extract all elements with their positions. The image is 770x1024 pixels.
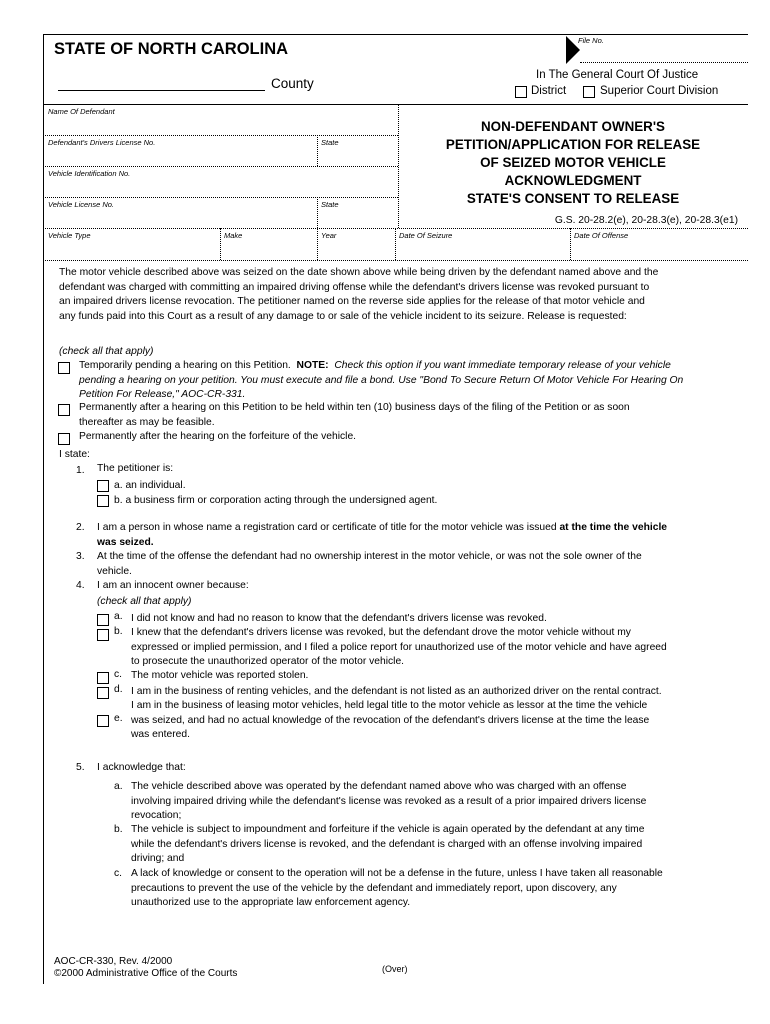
ack-b-text-2: while the defendant's drivers license is revoked, and the defendant is charged with an offense involving impaired xyxy=(131,838,643,850)
ack-a-label: a. xyxy=(114,781,123,792)
file-no-field[interactable] xyxy=(580,62,748,63)
temporary-release-text: Temporarily pending a hearing on this Petition. xyxy=(79,360,291,371)
innocent-a-checkbox[interactable] xyxy=(97,614,109,626)
court-label: In The General Court Of Justice xyxy=(536,69,699,81)
item-3-text xyxy=(97,550,642,579)
ack-b-text xyxy=(131,823,644,867)
dl-state-label: State xyxy=(321,138,339,147)
date-of-seizure-label: Date Of Seizure xyxy=(399,231,453,240)
title-line-1: NON-DEFENDANT OWNER'S xyxy=(481,119,665,134)
form-title xyxy=(398,118,748,208)
date-of-offense-label: Date Of Offense xyxy=(574,231,629,240)
year-label: Year xyxy=(321,231,337,240)
make-divider xyxy=(220,228,221,260)
statutes: G.S. 20-28.2(e), 20-28.3(e), 20-28.3(e1) xyxy=(554,215,738,226)
ack-c-text xyxy=(131,867,663,911)
offense-divider xyxy=(570,228,571,260)
district-label: District xyxy=(531,85,567,97)
business-option: b. a business firm or corporation acting through the undersigned agent. xyxy=(114,495,438,506)
innocent-c-text: The motor vehicle was reported stolen. xyxy=(131,670,309,681)
innocent-e-text-2: was seized, and had no actual knowledge of the revocation of the defendant's drivers license at the time the lease xyxy=(131,714,650,726)
note-text-2: pending a hearing on your petition. You must execute and file a bond. Use "Bond To Secure Return Of Motor Vehicle For Hearing On xyxy=(79,374,684,386)
title-line-5: STATE'S CONSENT TO RELEASE xyxy=(466,191,680,206)
note-text-3: Petition For Release," AOC-CR-331. xyxy=(79,389,246,401)
permanent-hearing-text-1: Permanently after a hearing on this Petition to be held within ten (10) business days of the filing of the Petition or as soon xyxy=(79,402,630,413)
superior-label: Superior Court Division xyxy=(600,85,719,97)
ack-a-text-2: involving impaired driving while the defendant's license was revoked as a result of a prior impaired drivers license xyxy=(131,795,647,807)
item-2-bold-2: was seized. xyxy=(97,536,154,548)
vehicle-license-label: Vehicle License No. xyxy=(48,200,115,209)
innocent-b-text xyxy=(131,626,667,670)
innocent-a-label: a. xyxy=(114,611,123,622)
item-1-number: 1. xyxy=(76,465,85,476)
individual-checkbox[interactable] xyxy=(97,480,109,492)
innocent-d-label: d. xyxy=(114,684,123,695)
header-bottom-rule xyxy=(43,104,748,105)
release-check-all: (check all that apply) xyxy=(59,346,154,357)
innocent-e-text-3: was entered. xyxy=(131,729,190,741)
innocent-b-text-1: I knew that the defendant's drivers license was revoked, but the defendant drove the motor vehicle without my xyxy=(131,627,631,638)
title-line-2: PETITION/APPLICATION FOR RELEASE xyxy=(445,137,701,152)
innocent-b-text-2: expressed or implied permission, and I filed a police report for unauthorized use of the motor vehicle and have agreed xyxy=(131,641,667,653)
petitioner-label: The petitioner is: xyxy=(97,463,174,474)
business-checkbox[interactable] xyxy=(97,495,109,507)
innocent-b-text-3: to prosecute the unauthorized operator of the motor vehicle. xyxy=(131,656,405,668)
state-title: STATE OF NORTH CAROLINA xyxy=(54,40,289,58)
i-state-label: I state: xyxy=(59,449,90,460)
year-divider xyxy=(317,228,318,260)
over-label: (Over) xyxy=(382,964,408,974)
innocent-e-text-1: I am in the business of leasing motor vehicles, held legal title to the motor vehicle as lessor at the time the vehicle xyxy=(131,700,648,711)
innocent-b-label: b. xyxy=(114,626,123,637)
county-label: County xyxy=(271,76,314,91)
file-no-label: File No. xyxy=(578,36,604,45)
ack-b-text-3: driving; and xyxy=(131,853,185,865)
note-text-1: Check this option if you want immediate temporary release of your vehicle xyxy=(334,360,671,371)
innocent-d-text: I am in the business of renting vehicles, and the defendant is not listed as an authorized driver on the rental contract. xyxy=(131,686,662,697)
permanent-hearing-checkbox[interactable] xyxy=(58,404,70,416)
vl-state-divider xyxy=(317,197,318,228)
item-5-number: 5. xyxy=(76,762,85,773)
innocent-b-checkbox[interactable] xyxy=(97,629,109,641)
permanent-hearing-text-2: thereafter as may be feasible. xyxy=(79,416,215,428)
item-3-text-1: At the time of the offense the defendant had no ownership interest in the motor vehicle, or was not the sole owner of the xyxy=(97,551,642,562)
intro-line-2: defendant was charged with committing an impaired driving offense while the defendant's drivers license was revoked pursuant to xyxy=(59,281,650,293)
drivers-license-label: Defendant's Drivers License No. xyxy=(48,138,156,147)
temporary-release-checkbox[interactable] xyxy=(58,362,70,374)
drivers-license-field[interactable] xyxy=(43,166,398,167)
form-number: AOC-CR-330, Rev. 4/2000 xyxy=(54,956,173,967)
intro-line-4: any funds paid into this Court as a result of any damage to or sale of the vehicle incident to its seizure. Release is requested: xyxy=(59,311,627,323)
item-5-text: I acknowledge that: xyxy=(97,762,186,773)
note-label: NOTE: xyxy=(296,360,329,371)
item-2-bold-1: at the time the vehicle xyxy=(559,522,668,533)
item-4-text: I am an innocent owner because: xyxy=(97,580,249,591)
ack-b-text-1: The vehicle is subject to impoundment and forfeiture if the vehicle is again operated by the defendant at any time xyxy=(131,824,645,835)
dl-state-divider xyxy=(317,135,318,166)
intro-paragraph xyxy=(59,266,658,325)
innocent-d-checkbox[interactable] xyxy=(97,687,109,699)
item-3-number: 3. xyxy=(76,551,85,562)
intro-line-1: The motor vehicle described above was seized on the date shown above while being driven by the defendant named above and the xyxy=(59,267,659,278)
innocent-c-checkbox[interactable] xyxy=(97,672,109,684)
vin-field[interactable] xyxy=(43,197,398,198)
item-2-text xyxy=(97,521,667,550)
vehicle-row-bottom xyxy=(43,260,748,261)
innocent-a-text: I did not know and had no reason to know that the defendant's drivers license was revoked. xyxy=(131,613,547,624)
header-top-rule xyxy=(43,34,748,35)
vehicle-type-label: Vehicle Type xyxy=(48,231,91,240)
county-field[interactable] xyxy=(58,90,265,91)
item-2-number: 2. xyxy=(76,522,85,533)
superior-checkbox[interactable] xyxy=(583,86,595,98)
make-label: Make xyxy=(224,231,243,240)
temporary-release-option xyxy=(79,359,683,403)
ack-a-text-1: The vehicle described above was operated by the defendant named above who was charged with an offense xyxy=(131,781,627,792)
ack-c-text-2: precautions to prevent the use of the vehicle by the defendant and immediately report, upon discovery, any xyxy=(131,882,617,894)
individual-option: a. an individual. xyxy=(114,480,186,491)
item-2-text-1: I am a person in whose name a registration card or certificate of title for the motor vehicle was issued xyxy=(97,522,557,533)
vin-label: Vehicle Identification No. xyxy=(48,169,131,178)
ack-a-text xyxy=(131,780,646,824)
name-of-defendant-label: Name Of Defendant xyxy=(48,107,115,116)
intro-line-3: an impaired drivers license revocation. The petitioner named on the reverse side applies for the release of that motor vehicle and xyxy=(59,296,645,308)
ack-a-text-3: revocation; xyxy=(131,810,182,822)
ack-c-text-3: unauthorized use to the appropriate law enforcement agency. xyxy=(131,897,411,909)
permanent-forfeiture-checkbox[interactable] xyxy=(58,433,70,445)
innocent-c-label: c. xyxy=(114,669,123,680)
left-border xyxy=(43,34,44,984)
title-line-4: ACKNOWLEDGMENT xyxy=(504,173,642,188)
seizure-divider xyxy=(395,228,396,260)
innocent-e-text xyxy=(131,699,649,743)
ack-c-text-1: A lack of knowledge or consent to the operation will not be a defense in the future, unless I have taken all reasonable xyxy=(131,868,663,879)
vl-state-label: State xyxy=(321,200,339,209)
innocent-e-label: e. xyxy=(114,713,123,724)
item-4-number: 4. xyxy=(76,580,85,591)
title-line-3: OF SEIZED MOTOR VEHICLE xyxy=(480,155,666,170)
district-checkbox[interactable] xyxy=(515,86,527,98)
copyright: ©2000 Administrative Office of the Courts xyxy=(54,968,238,979)
ack-b-label: b. xyxy=(114,824,123,835)
item-4-check-all: (check all that apply) xyxy=(97,596,192,607)
name-of-defendant-field[interactable] xyxy=(43,135,398,136)
permanent-forfeiture-option: Permanently after the hearing on the forfeiture of the vehicle. xyxy=(79,431,357,442)
permanent-hearing-option xyxy=(79,401,630,430)
innocent-e-checkbox[interactable] xyxy=(97,715,109,727)
item-3-text-2: vehicle. xyxy=(97,565,132,577)
ack-c-label: c. xyxy=(114,868,123,879)
